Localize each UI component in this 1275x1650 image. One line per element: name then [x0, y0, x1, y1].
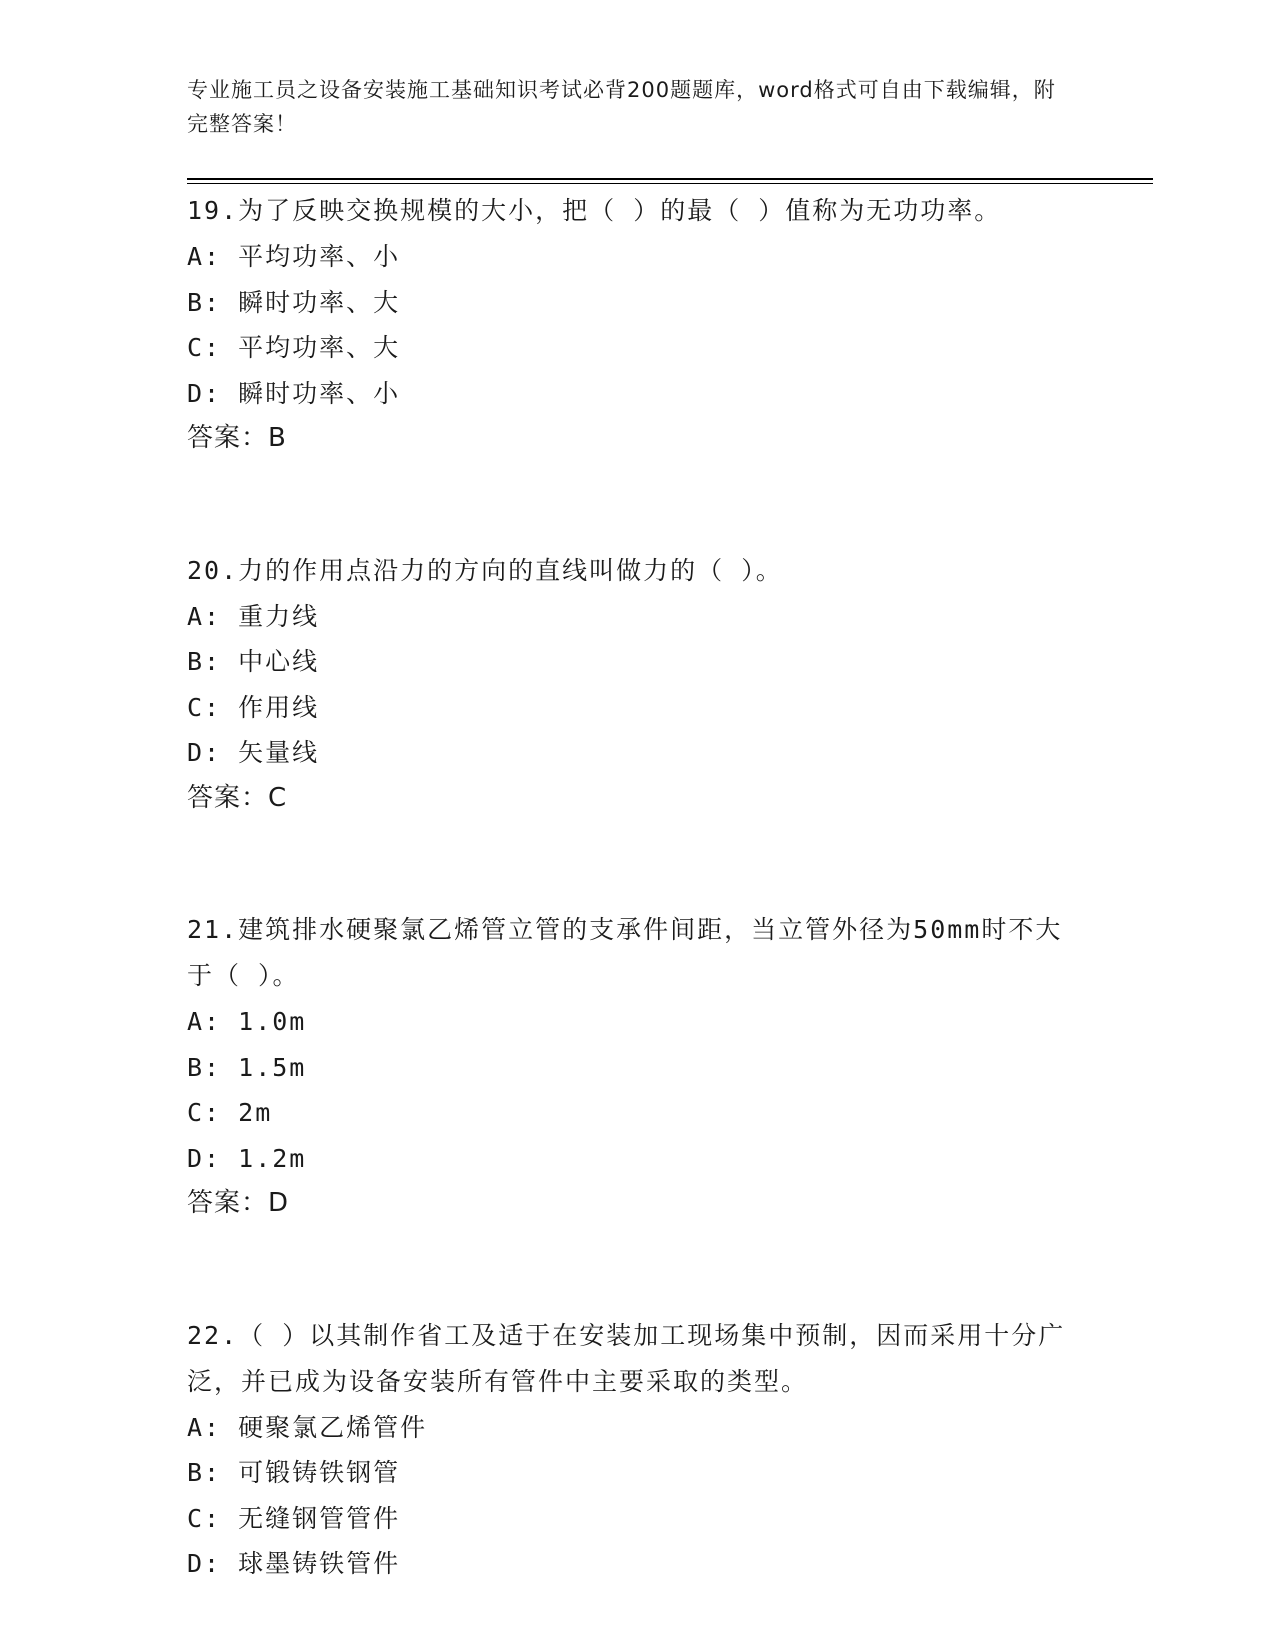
option-b: B: 中心线: [187, 647, 320, 676]
question-stem: 22.（ ）以其制作省工及适于在安装加工现场集中预制，因而采用十分广泛，并已成为设备安装所有管件中主要采取的类型。: [187, 1320, 1066, 1396]
question-19: [187, 188, 1067, 462]
question-20: [187, 548, 1067, 822]
question-stem: 19.为了反映交换规模的大小，把（ ）的最（ ）值称为无功功率。: [187, 196, 1002, 225]
header-divider-thick: [187, 178, 1153, 180]
header-divider-thin: [187, 183, 1153, 184]
answer-line: 答案：B: [187, 423, 287, 453]
option-d: D: 矢量线: [187, 738, 320, 767]
option-b: B: 瞬时功率、大: [187, 287, 401, 317]
option-d: D: 球墨铸铁管件: [187, 1549, 401, 1578]
option-b: B: 1.5m: [187, 1052, 307, 1082]
option-d: D: 1.2m: [187, 1143, 307, 1173]
option-c: C: 作用线: [187, 692, 320, 722]
question-stem: 21.建筑排水硬聚氯乙烯管立管的支承件间距，当立管外径为50mm时不大于（ ）。: [187, 915, 1063, 990]
option-a: A: 重力线: [187, 601, 320, 631]
question-22: [187, 1313, 1067, 1587]
option-a: A: 平均功率、小: [187, 242, 401, 271]
document-header-title: 专业施工员之设备安装施工基础知识考试必背200题题库，word格式可自由下载编辑，附完整答案！: [187, 78, 1056, 136]
answer-line: 答案：C: [187, 782, 288, 813]
option-c: C: 无缝钢管管件: [187, 1503, 401, 1533]
question-spacer: [187, 821, 1067, 907]
question-spacer: [187, 1227, 1067, 1313]
option-c: C: 平均功率、大: [187, 333, 401, 362]
option-a: A: 1.0m: [187, 1007, 307, 1036]
answer-line: 答案：D: [187, 1188, 290, 1218]
question-stem: 20.力的作用点沿力的方向的直线叫做力的（ ）。: [187, 555, 783, 585]
question-spacer: [187, 462, 1067, 548]
option-b: B: 可锻铸铁钢管: [187, 1458, 401, 1487]
question-list: [187, 188, 1067, 1587]
option-a: A: 硬聚氯乙烯管件: [187, 1412, 428, 1442]
option-d: D: 瞬时功率、小: [187, 378, 401, 408]
question-21: [187, 907, 1067, 1227]
option-c: C: 2m: [187, 1098, 273, 1127]
